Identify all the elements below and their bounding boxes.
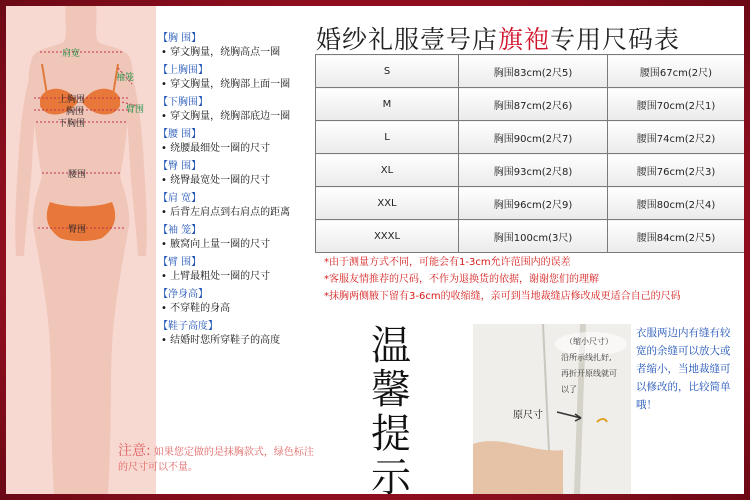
table-row: [316, 220, 745, 253]
original-size-label: 原尺寸: [513, 410, 543, 421]
bust-cell: 胸围93cm(2尺8): [459, 154, 608, 187]
note: [118, 444, 318, 475]
definition-item: [158, 320, 318, 348]
table-row: [316, 88, 745, 121]
definition-item: [158, 160, 318, 188]
table-row: [316, 121, 745, 154]
table-row: [316, 187, 745, 220]
definition-term: 【净身高】: [158, 289, 208, 300]
size-chart-panel: [6, 6, 744, 494]
page-title: [316, 20, 736, 56]
measurement-definitions: [158, 32, 318, 352]
bust-cell: 胸围96cm(2尺9): [459, 187, 608, 220]
definition-item: [158, 256, 318, 284]
size-cell: XXXL: [316, 220, 459, 253]
definition-desc: • 腋窝向上量一圈的尺寸: [161, 239, 271, 250]
definition-term: 【鞋子高度】: [158, 321, 218, 332]
definition-term: 【下胸围】: [158, 97, 208, 108]
size-cell: XL: [316, 154, 459, 187]
definition-term: 【腰 围】: [158, 129, 202, 140]
definition-item: [158, 224, 318, 252]
definition-term: 【胸 围】: [158, 33, 202, 44]
photo-bubble-line: 以了: [561, 385, 577, 394]
title-prefix: 婚纱礼服壹号店: [316, 25, 499, 54]
seam-illustration: [473, 324, 631, 494]
definition-item: [158, 96, 318, 124]
photo-bubble-line: （缩小尺寸）: [565, 337, 613, 346]
definition-item: [158, 128, 318, 156]
definition-item: [158, 192, 318, 220]
tip-char: 馨: [371, 367, 411, 413]
definition-term: 【臂 围】: [158, 257, 202, 268]
bust-cell: 胸围87cm(2尺6): [459, 88, 608, 121]
seam-photo: [473, 324, 631, 494]
warning-line: *由于测量方式不同，可能会有1-3cm允许范围内的误差: [324, 257, 571, 268]
waist-cell: 腰围76cm(2尺3): [608, 154, 745, 187]
title-suffix: 专用尺码表: [550, 25, 681, 54]
note-label: 注意:: [118, 443, 151, 459]
waist-cell: 腰围84cm(2尺5): [608, 220, 745, 253]
definition-desc: • 绕臀最宽处一圈的尺寸: [161, 175, 271, 186]
definition-desc: • 后背左肩点到右肩点的距离: [161, 207, 291, 218]
definition-desc: • 不穿鞋的身高: [161, 303, 231, 314]
size-cell: XXL: [316, 187, 459, 220]
definition-desc: • 上臂最粗处一圈的尺寸: [161, 271, 271, 282]
definition-item: [158, 32, 318, 60]
definition-desc: • 穿文胸量，绕胸部底边一圈: [161, 111, 291, 122]
under-bust-label: 下胸围: [58, 119, 86, 129]
definition-desc: • 绕腰最细处一圈的尺寸: [161, 143, 271, 154]
warnings: [324, 254, 744, 305]
size-table: [315, 54, 744, 253]
tip-char: 温: [371, 323, 411, 369]
waist-cell: 腰围67cm(2尺): [608, 55, 745, 88]
arm-label: 臂围: [126, 105, 145, 115]
bust-cell: 胸围83cm(2尺5): [459, 55, 608, 88]
body-measurement-figure: [6, 6, 156, 494]
bust-cell: 胸围90cm(2尺7): [459, 121, 608, 154]
bust-cell: 胸围100cm(3尺): [459, 220, 608, 253]
photo-bubble-line: 沿所示线扎好,: [561, 353, 612, 362]
table-row: [316, 154, 745, 187]
note-text: 如果您定做的是抹胸款式，绿色标注的尺寸可以不量。: [118, 447, 314, 473]
table-row: [316, 55, 745, 88]
definition-item: [158, 64, 318, 92]
size-cell: M: [316, 88, 459, 121]
definition-desc: • 穿文胸量，绕胸高点一圈: [161, 47, 281, 58]
bust-label: 胸围: [66, 107, 85, 117]
hip-label: 臀围: [68, 225, 87, 235]
definition-term: 【臀 围】: [158, 161, 202, 172]
definition-desc: • 穿文胸量，绕胸部上面一圈: [161, 79, 291, 90]
shoulder-label: 肩宽: [62, 49, 81, 59]
waist-cell: 腰围74cm(2尺2): [608, 121, 745, 154]
definition-desc: • 结婚时您所穿鞋子的高度: [161, 335, 281, 346]
size-cell: L: [316, 121, 459, 154]
alteration-note: 衣服两边内有缝有较宽的余缝可以放大或者缩小，当地裁缝可以修改的，比较简单哦！: [636, 327, 731, 411]
photo-bubble-line: 再折开原线就可: [561, 369, 617, 378]
title-brand: 旗袍: [498, 25, 551, 54]
warning-line: *抹胸两侧腋下留有3-6cm的收缩缝，亲可到当地裁缝店修改成更适合自己的尺码: [324, 291, 681, 302]
upper-bust-label: 上胸围: [58, 95, 86, 105]
warning-line: *客服友情推荐的尺码，不作为退换货的依据，谢谢您们的理解: [324, 274, 599, 285]
waist-cell: 腰围70cm(2尺1): [608, 88, 745, 121]
tip-char: 示: [371, 455, 411, 494]
tip-char: 提: [371, 411, 411, 457]
waist-cell: 腰围80cm(2尺4): [608, 187, 745, 220]
size-cell: S: [316, 55, 459, 88]
sleeve-label: 袖笼: [116, 73, 135, 83]
definition-term: 【袖 笼】: [158, 225, 202, 236]
definition-term: 【上胸围】: [158, 65, 208, 76]
definition-term: 【肩 宽】: [158, 193, 202, 204]
tip-heading: [361, 324, 421, 494]
waist-label: 腰围: [68, 170, 87, 180]
definition-item: [158, 288, 318, 316]
